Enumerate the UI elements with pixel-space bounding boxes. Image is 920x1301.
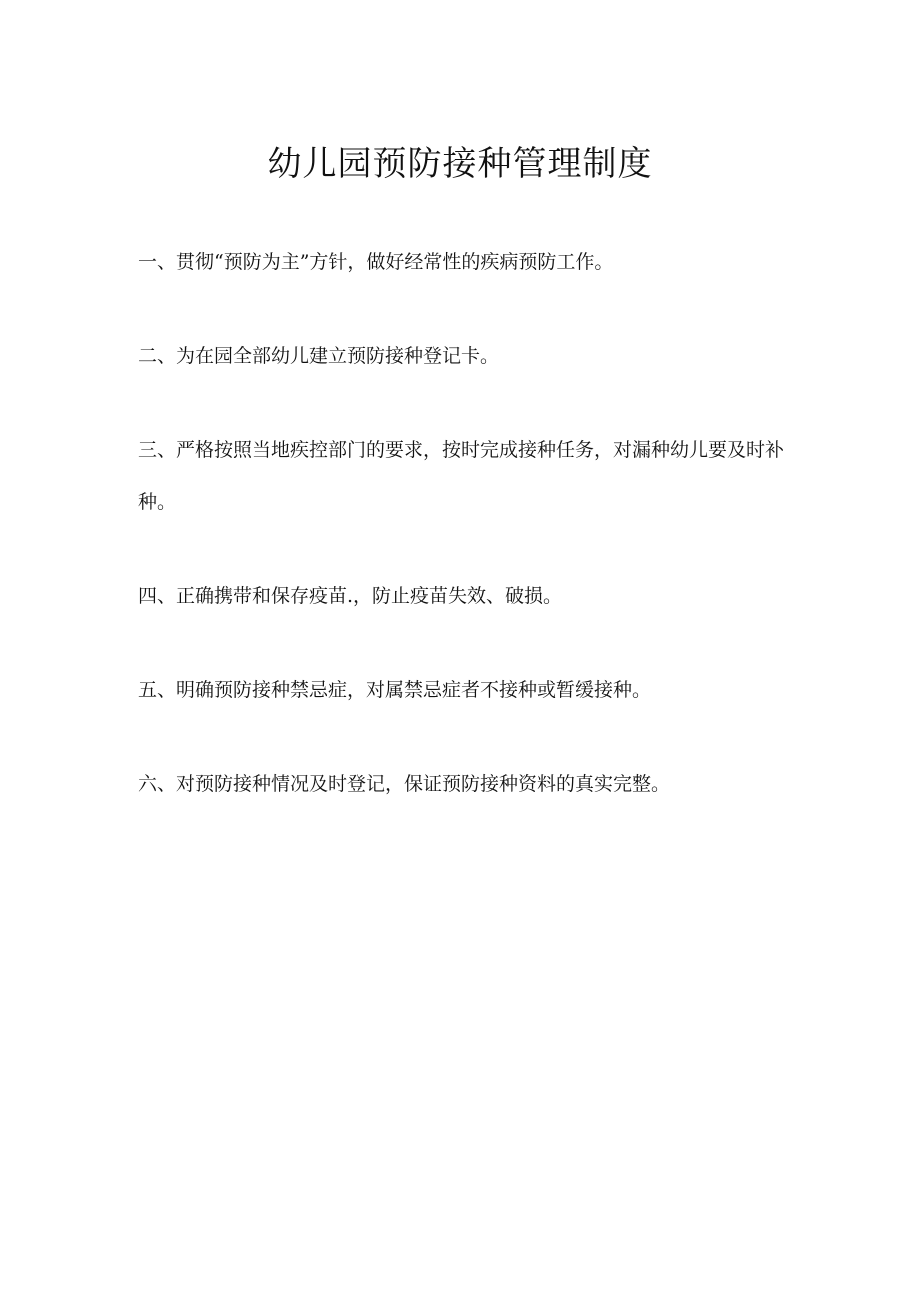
regulation-item-6: 六、对预防接种情况及时登记，保证预防接种资料的真实完整。 [138,773,671,795]
regulation-item-5: 五、明确预防接种禁忌症，对属禁忌症者不接种或暂缓接种。 [138,679,652,701]
regulation-item-1: 一、贯彻“预防为主”方针，做好经常性的疾病预防工作。 [138,251,614,273]
regulation-item-2: 二、为在园全部幼儿建立预防接种登记卡。 [138,345,500,367]
regulation-item-3: 三、严格按照当地疾控部门的要求，按时完成接种任务，对漏种幼儿要及时补种。 [138,439,785,513]
page-title: 幼儿园预防接种管理制度 [267,144,653,184]
regulation-item-4: 四、正确携带和保存疫苗.，防止疫苗失效、破损。 [138,585,563,607]
regulation-list [138,236,798,810]
